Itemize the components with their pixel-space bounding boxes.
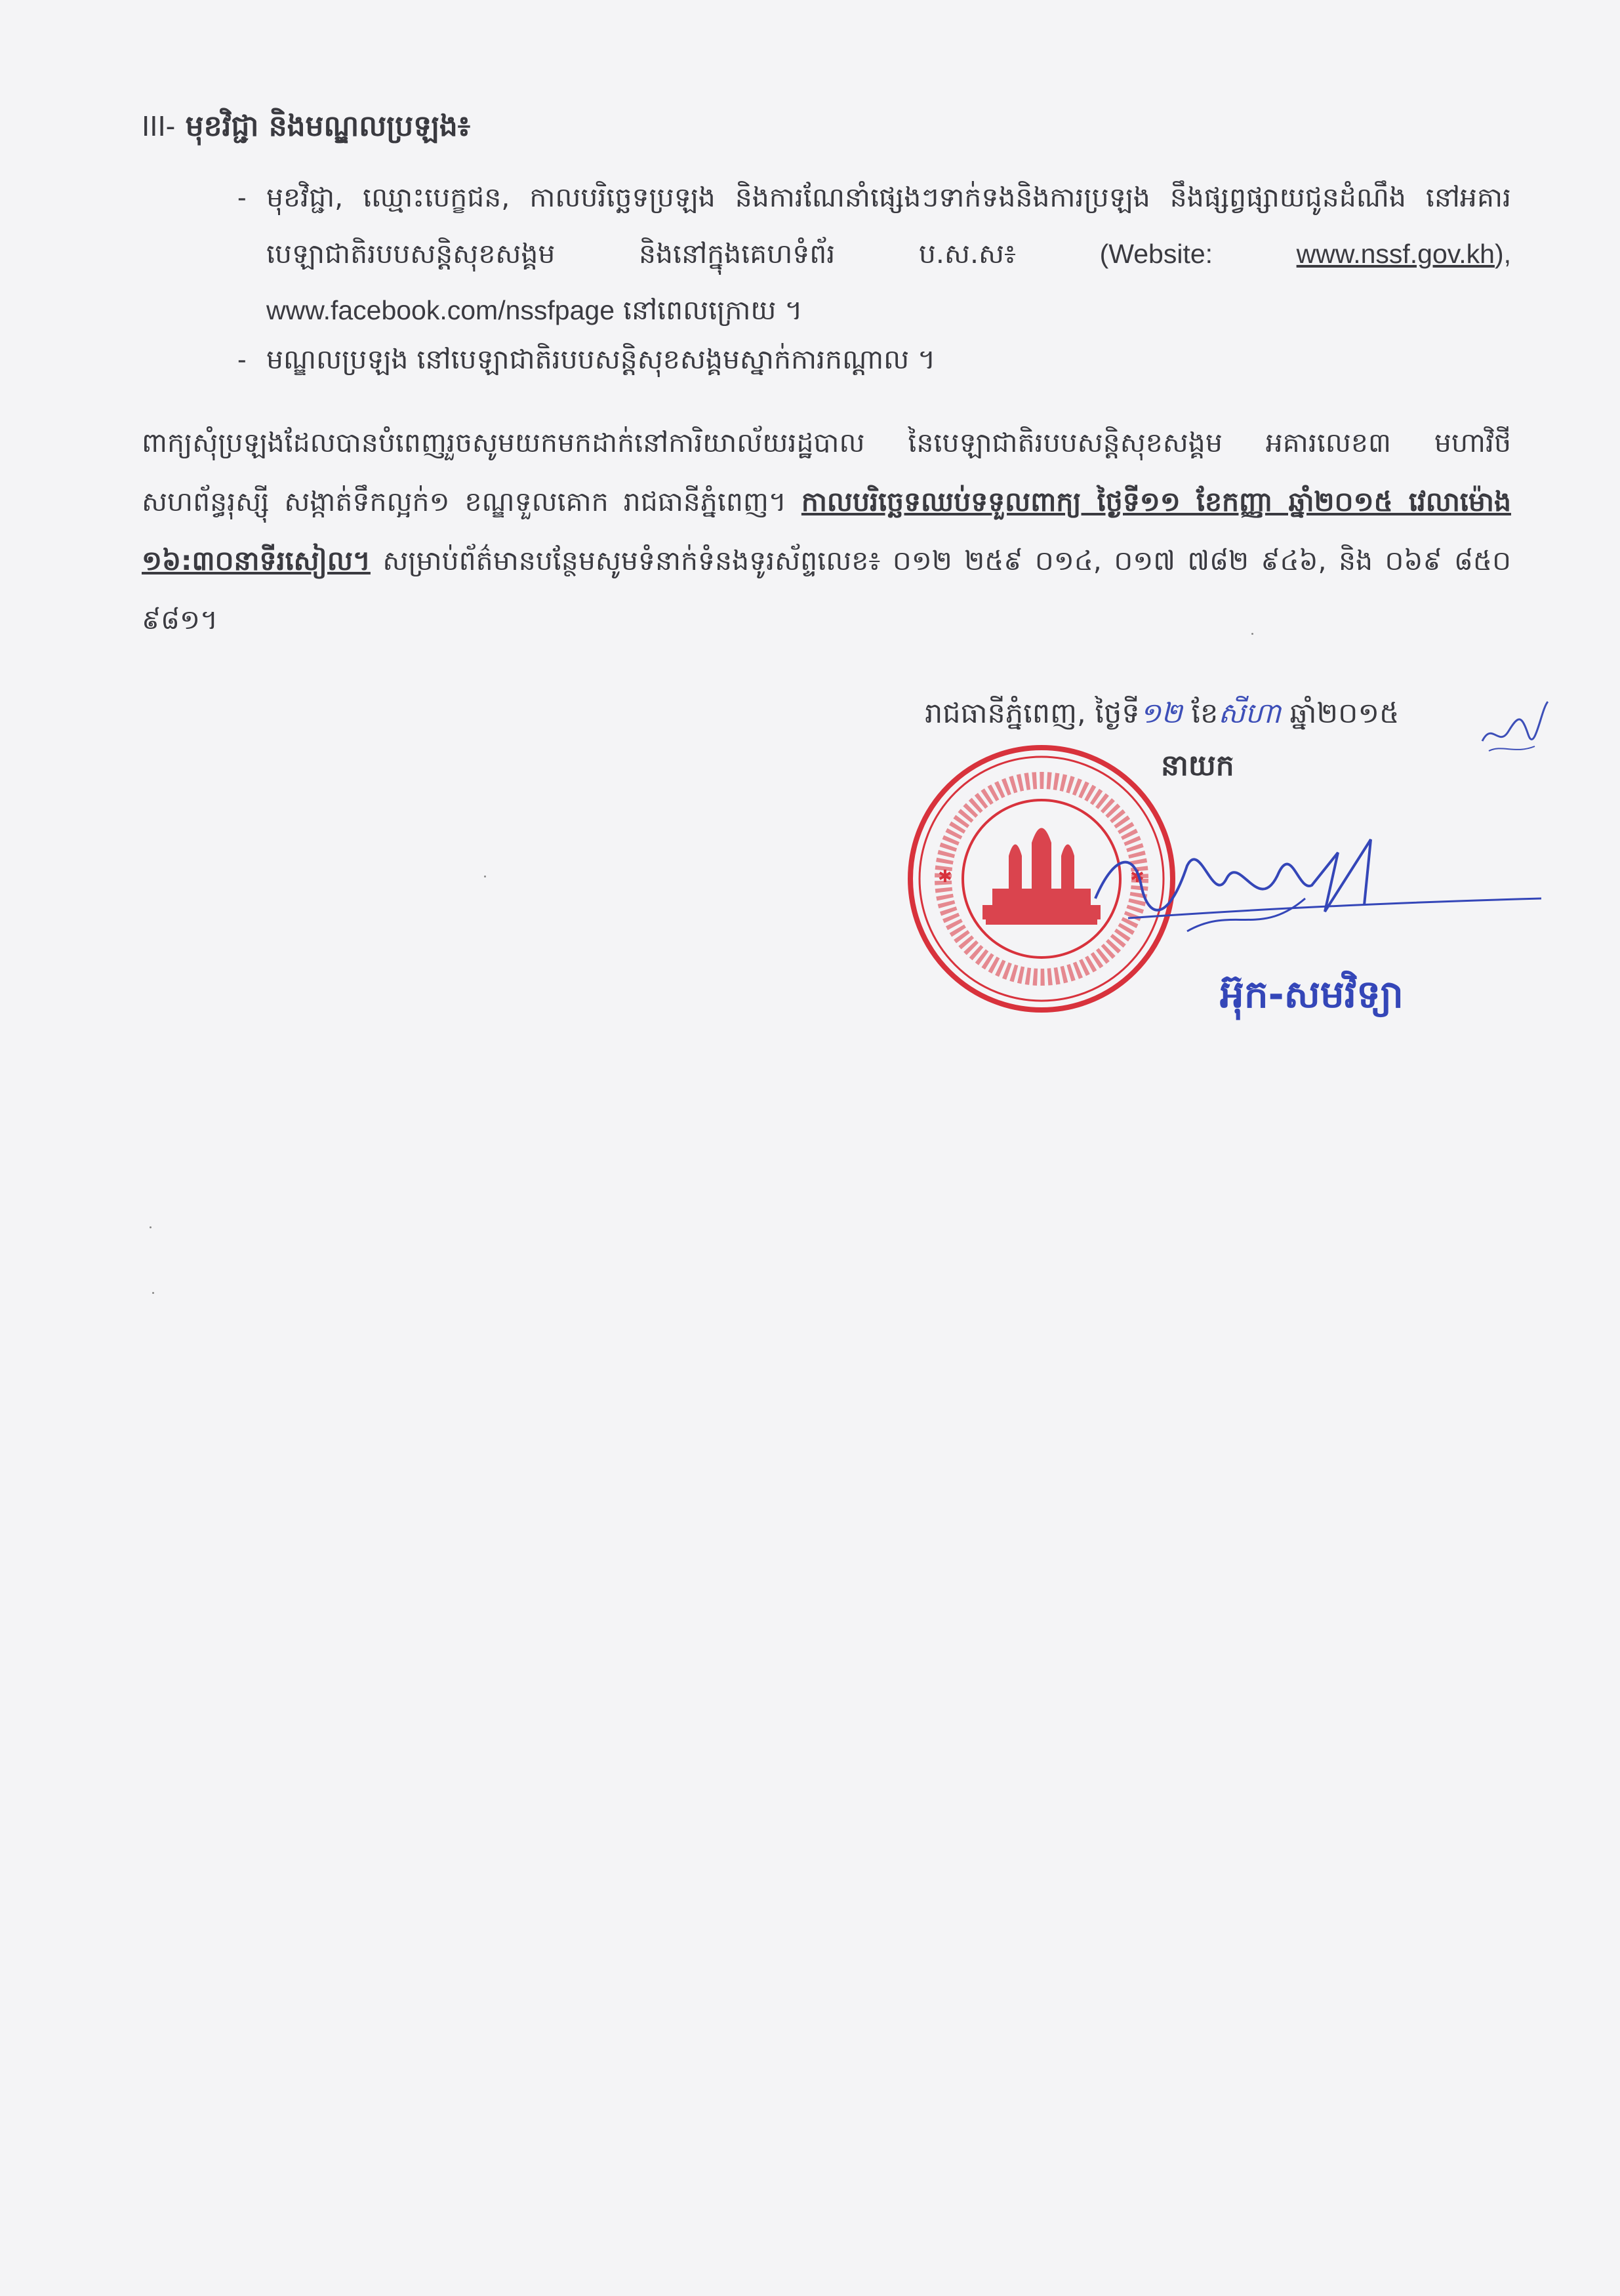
bullet-dash: - xyxy=(237,344,247,374)
website-link[interactable]: www.nssf.gov.kh xyxy=(1296,239,1495,269)
svg-text:✱: ✱ xyxy=(1130,867,1144,887)
scan-speck xyxy=(150,1226,152,1228)
scan-speck xyxy=(1251,633,1253,635)
scan-speck xyxy=(484,876,486,877)
handwritten-signature xyxy=(1089,826,1541,957)
website-label: (Website: xyxy=(1099,239,1213,269)
bullet-dash: - xyxy=(237,182,247,212)
date-prefix: រាជធានីភ្នំពេញ, ថ្ងៃទី xyxy=(925,697,1140,730)
section-number: III- xyxy=(142,110,176,142)
facebook-link[interactable]: www.facebook.com/nssfpage xyxy=(266,295,615,325)
signer-role: នាយក xyxy=(1161,749,1234,782)
bullet-item-subjects-text: មុខវិជ្ជា, ឈ្មោះបេក្ខជន, កាលបរិច្ឆេទប្រឡង និងការណែនាំផ្សេងៗទាក់ទងនិងការប្រឡង នឹងផ្សព្វផ្សាយជូនដំណឹង នៅអគារបេឡាជាតិរបបសន្តិសុខសង្គម និងនៅក្នុងគេហទំព័រ ប.ស.ស៖ xyxy=(266,182,1511,270)
bullet-item-subjects xyxy=(237,169,1511,338)
date-year: ឆ្នាំ២០១៥ xyxy=(1289,697,1400,730)
bullet-item-center-text: មណ្ឌលប្រឡង នៅបេឡាជាតិរបបសន្តិសុខសង្គមស្នាក់ការកណ្តាល ។ xyxy=(266,344,936,375)
signer-name: អ៊ុក-សមវិទ្យា xyxy=(1220,972,1404,1017)
date-line xyxy=(925,695,1399,736)
application-intro: ពាក្យសុំប្រឡងដែលបានបំពេញរួចសូមយកមកដាក់នៅការិយាល័យរដ្ឋបាល នៃបេឡាជាតិរបបសន្តិសុខសង្គម អគារលេខ៣ មហាវិថីសហព័ន្ធរុស្ស៊ី សង្កាត់ទឹកល្អក់១ ខណ្ឌទួលគោក រាជធានីភ្នំពេញ។ xyxy=(142,427,1511,517)
signature-block xyxy=(872,682,1594,1076)
section-heading xyxy=(142,108,470,150)
application-paragraph xyxy=(142,413,1511,649)
bullet-item-center xyxy=(237,331,1511,388)
contact-info: សម្រាប់ព័ត៌មានបន្ថែមសូមទំនាក់ទំនងទូរស័ព្ទលេខ៖ ០១២ ២៥៩ ០១៤, ០១៧ ៧៨២ ៩៤៦, និង ០៦៩ ៨៥០ ៩៨១។ xyxy=(142,545,1511,635)
website-close: ), xyxy=(1494,239,1511,269)
date-month-label: ខែ xyxy=(1191,697,1219,730)
initials-mark xyxy=(1476,695,1554,761)
svg-text:✱: ✱ xyxy=(938,867,952,887)
date-day: ១២ xyxy=(1139,697,1183,730)
application-deadline: កាលបរិច្ឆេទឈប់ទទួលពាក្យ ថ្ងៃទី១១ ខែកញ្ញា ឆ្នាំ២០១៥ វេលាម៉ោង ១៦:៣០នាទីរសៀល។ xyxy=(142,486,1511,576)
section-title: មុខវិជ្ជា និងមណ្ឌលប្រឡង៖ xyxy=(185,110,471,143)
date-month: សីហា xyxy=(1218,697,1281,730)
scan-speck xyxy=(152,1292,154,1294)
bullet-item-subjects-tail: នៅពេលក្រោយ ។ xyxy=(623,294,803,326)
